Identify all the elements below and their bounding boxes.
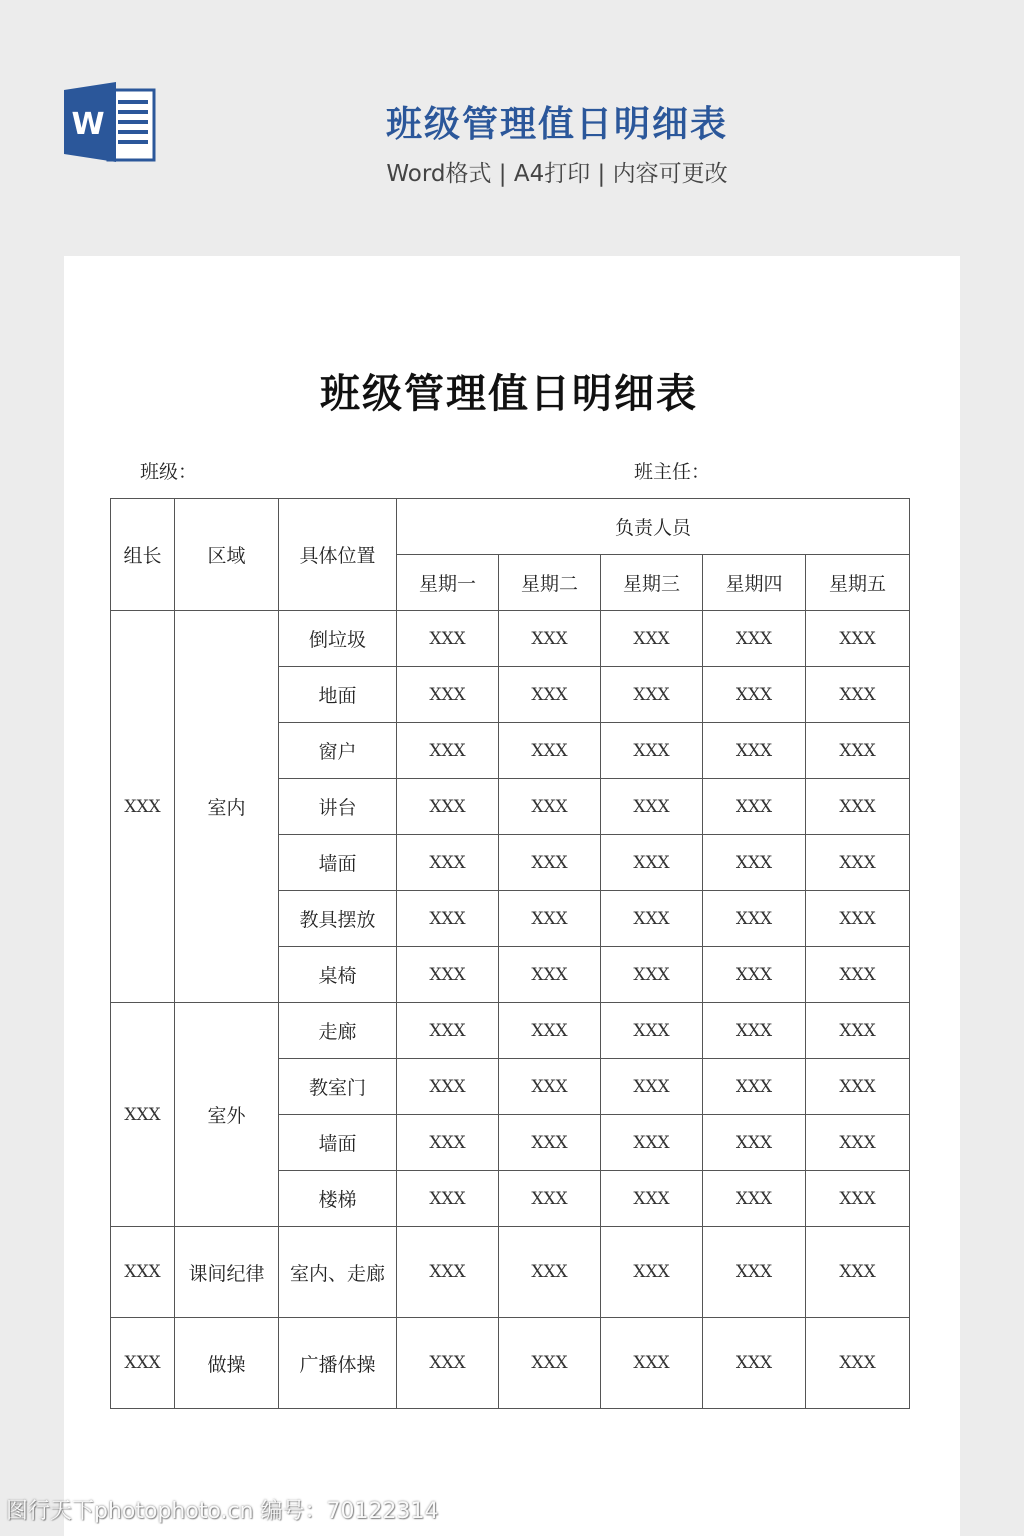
duty-person-cell: XXX — [499, 1003, 601, 1059]
duty-person-cell: XXX — [703, 1227, 806, 1318]
group-leader-cell: XXX — [111, 1318, 175, 1409]
location-cell: 广播体操 — [279, 1318, 397, 1409]
duty-person-cell: XXX — [806, 667, 910, 723]
duty-person-cell: XXX — [601, 947, 703, 1003]
header-area: 区域 — [175, 499, 279, 611]
duty-person-cell: XXX — [397, 891, 499, 947]
word-app-icon — [64, 82, 156, 162]
duty-person-cell: XXX — [397, 723, 499, 779]
header-day: 星期三 — [601, 555, 703, 611]
duty-person-cell: XXX — [806, 779, 910, 835]
duty-person-cell: XXX — [703, 723, 806, 779]
location-cell: 教室门 — [279, 1059, 397, 1115]
duty-person-cell: XXX — [703, 667, 806, 723]
header-day: 星期二 — [499, 555, 601, 611]
duty-person-cell: XXX — [499, 1318, 601, 1409]
duty-person-cell: XXX — [703, 1171, 806, 1227]
duty-person-cell: XXX — [499, 723, 601, 779]
duty-person-cell: XXX — [703, 1318, 806, 1409]
location-cell: 走廊 — [279, 1003, 397, 1059]
duty-person-cell: XXX — [499, 1171, 601, 1227]
duty-person-cell: XXX — [703, 891, 806, 947]
duty-person-cell: XXX — [499, 835, 601, 891]
header-row — [111, 499, 910, 555]
duty-person-cell: XXX — [499, 1227, 601, 1318]
duty-person-cell: XXX — [397, 779, 499, 835]
duty-person-cell: XXX — [499, 1059, 601, 1115]
duty-person-cell: XXX — [601, 1059, 703, 1115]
duty-person-cell: XXX — [397, 1318, 499, 1409]
duty-person-cell: XXX — [601, 1171, 703, 1227]
duty-person-cell: XXX — [397, 1059, 499, 1115]
duty-person-cell: XXX — [806, 891, 910, 947]
duty-person-cell: XXX — [601, 723, 703, 779]
group-area-cell: 室外 — [175, 1003, 279, 1227]
duty-person-cell: XXX — [703, 1003, 806, 1059]
duty-person-cell: XXX — [703, 1059, 806, 1115]
teacher-label: 班主任： — [634, 461, 711, 483]
duty-person-cell: XXX — [806, 1171, 910, 1227]
location-cell: 室内、走廊 — [279, 1227, 397, 1318]
location-cell: 地面 — [279, 667, 397, 723]
duty-person-cell: XXX — [499, 947, 601, 1003]
group-leader-cell: XXX — [111, 611, 175, 1003]
duty-person-cell: XXX — [601, 1115, 703, 1171]
header-location: 具体位置 — [279, 499, 397, 611]
location-cell: 教具摆放 — [279, 891, 397, 947]
duty-person-cell: XXX — [397, 947, 499, 1003]
duty-person-cell: XXX — [703, 779, 806, 835]
duty-person-cell: XXX — [499, 1115, 601, 1171]
duty-person-cell: XXX — [806, 947, 910, 1003]
duty-person-cell: XXX — [397, 1227, 499, 1318]
duty-person-cell: XXX — [499, 667, 601, 723]
duty-person-cell: XXX — [806, 1318, 910, 1409]
group-area-cell: 室内 — [175, 611, 279, 1003]
duty-person-cell: XXX — [601, 1227, 703, 1318]
location-cell: 墙面 — [279, 1115, 397, 1171]
duty-person-cell: XXX — [601, 891, 703, 947]
header-leader: 组长 — [111, 499, 175, 611]
duty-person-cell: XXX — [806, 1003, 910, 1059]
duty-person-cell: XXX — [601, 1318, 703, 1409]
duty-person-cell: XXX — [806, 723, 910, 779]
banner-subtitle: Word格式 | A4打印 | 内容可更改 — [386, 161, 728, 187]
duty-person-cell: XXX — [397, 1115, 499, 1171]
duty-person-cell: XXX — [806, 1115, 910, 1171]
duty-person-cell: XXX — [601, 667, 703, 723]
location-cell: 讲台 — [279, 779, 397, 835]
duty-person-cell: XXX — [601, 835, 703, 891]
table-row — [111, 1227, 910, 1318]
group-leader-cell: XXX — [111, 1227, 175, 1318]
duty-person-cell: XXX — [499, 779, 601, 835]
duty-person-cell: XXX — [499, 891, 601, 947]
header-day: 星期四 — [703, 555, 806, 611]
group-area-cell: 做操 — [175, 1318, 279, 1409]
duty-table — [110, 498, 910, 1409]
location-cell: 墙面 — [279, 835, 397, 891]
duty-person-cell: XXX — [601, 611, 703, 667]
document-title: 班级管理值日明细表 — [320, 370, 698, 417]
table-row — [111, 611, 910, 667]
duty-person-cell: XXX — [601, 779, 703, 835]
location-cell: 桌椅 — [279, 947, 397, 1003]
duty-person-cell: XXX — [499, 611, 601, 667]
group-area-cell: 课间纪律 — [175, 1227, 279, 1318]
watermark: 图行天下photophoto.cn 编号：70122314 — [6, 1499, 439, 1524]
duty-person-cell: XXX — [806, 1059, 910, 1115]
duty-person-cell: XXX — [397, 611, 499, 667]
duty-person-cell: XXX — [703, 611, 806, 667]
duty-person-cell: XXX — [397, 667, 499, 723]
group-leader-cell: XXX — [111, 1003, 175, 1227]
header-day: 星期一 — [397, 555, 499, 611]
header-responsible: 负责人员 — [397, 499, 910, 555]
class-label: 班级： — [140, 461, 198, 483]
duty-person-cell: XXX — [703, 947, 806, 1003]
duty-person-cell: XXX — [703, 835, 806, 891]
location-cell: 倒垃圾 — [279, 611, 397, 667]
duty-person-cell: XXX — [601, 1003, 703, 1059]
duty-person-cell: XXX — [397, 1171, 499, 1227]
duty-person-cell: XXX — [806, 611, 910, 667]
duty-person-cell: XXX — [703, 1115, 806, 1171]
location-cell: 楼梯 — [279, 1171, 397, 1227]
header-day: 星期五 — [806, 555, 910, 611]
duty-person-cell: XXX — [397, 1003, 499, 1059]
svg-text:W: W — [71, 107, 105, 142]
duty-person-cell: XXX — [806, 1227, 910, 1318]
table-row — [111, 1318, 910, 1409]
banner-title: 班级管理值日明细表 — [385, 104, 728, 145]
duty-person-cell: XXX — [806, 835, 910, 891]
table-row — [111, 1003, 910, 1059]
duty-person-cell: XXX — [397, 835, 499, 891]
location-cell: 窗户 — [279, 723, 397, 779]
